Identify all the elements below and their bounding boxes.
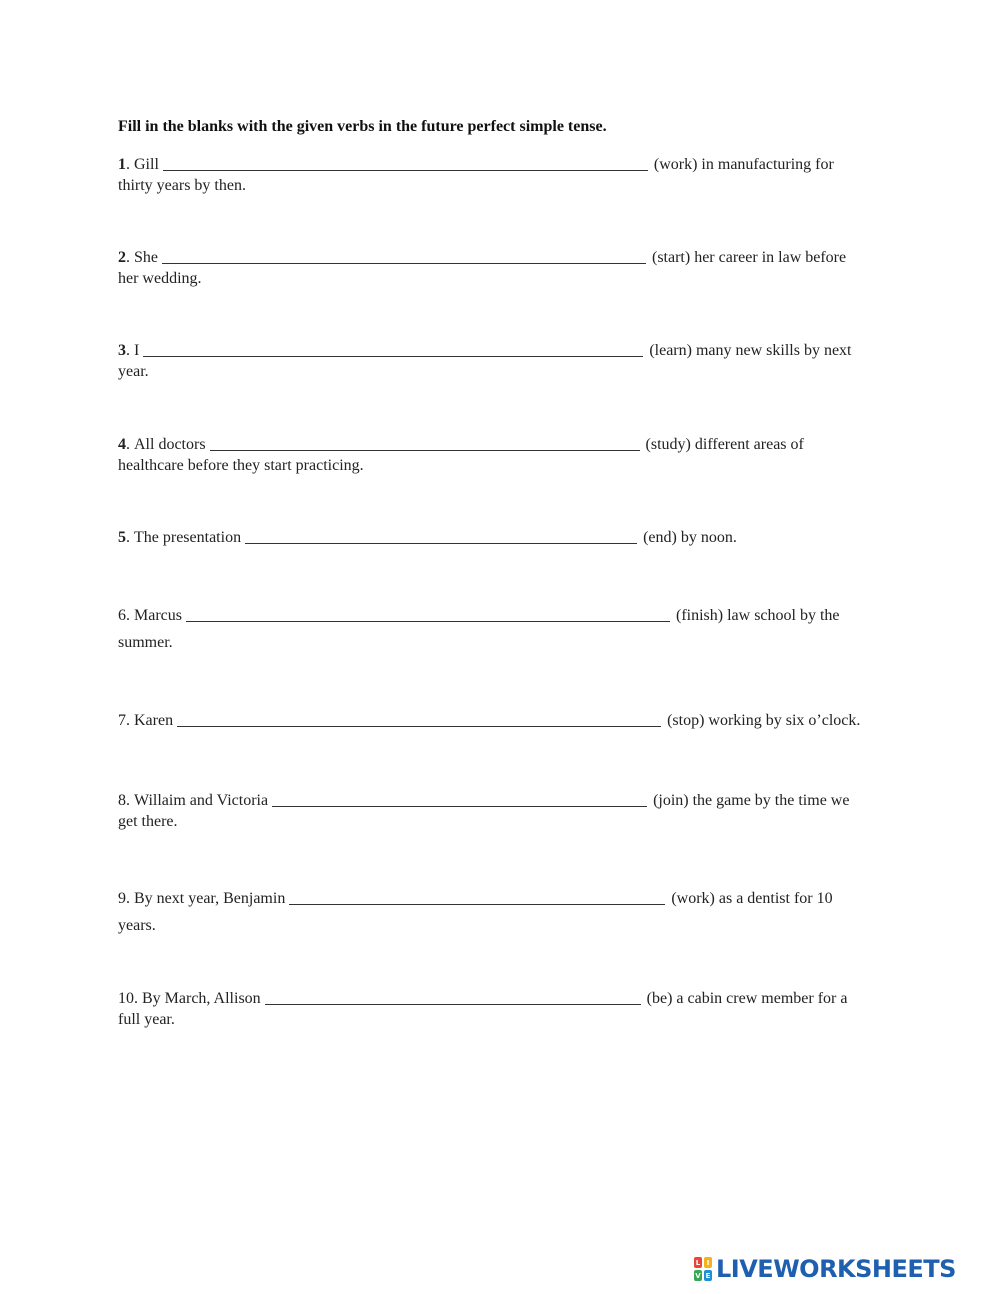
item-verb-hint: (learn) many new skills by next — [649, 342, 852, 359]
item-separator: . — [126, 529, 130, 546]
item-verb-hint: (study) different areas of — [645, 436, 804, 453]
item-verb-hint: (stop) working by six o’clock. — [667, 712, 861, 729]
item-separator: . — [126, 342, 130, 359]
item-continuation: her wedding. — [118, 270, 202, 287]
item-number: 3 — [118, 342, 126, 359]
item-continuation: summer. — [118, 634, 173, 651]
item-number: 9 — [118, 890, 126, 907]
exercise-item-1 — [118, 154, 884, 196]
answer-blank-8[interactable] — [272, 806, 647, 807]
item-subject: By March, Allison — [142, 990, 261, 1007]
answer-blank-6[interactable] — [186, 621, 670, 622]
item-verb-hint: (work) as a dentist for 10 — [671, 890, 833, 907]
item-number: 5 — [118, 529, 126, 546]
exercise-item-4 — [118, 434, 884, 476]
item-number: 10 — [118, 990, 134, 1007]
instruction-heading: Fill in the blanks with the given verbs in the future perfect simple tense. — [118, 118, 607, 135]
logo-mark-letter: I — [704, 1257, 712, 1268]
item-number: 1 — [118, 156, 126, 173]
item-number: 8 — [118, 792, 126, 809]
exercise-item-2 — [118, 247, 884, 289]
answer-blank-1[interactable] — [163, 170, 648, 171]
answer-blank-4[interactable] — [210, 450, 640, 451]
exercise-item-5 — [118, 527, 884, 548]
item-subject: Willaim and Victoria — [134, 792, 269, 809]
item-separator: . — [126, 436, 130, 453]
item-subject: Marcus — [134, 607, 182, 624]
answer-blank-7[interactable] — [177, 726, 661, 727]
item-number: 4 — [118, 436, 126, 453]
item-subject: She — [134, 249, 158, 266]
item-verb-hint: (work) in manufacturing for — [653, 156, 834, 173]
exercise-item-7 — [118, 710, 884, 731]
exercise-item-9 — [118, 888, 884, 936]
item-subject: Karen — [134, 712, 174, 729]
answer-blank-2[interactable] — [162, 263, 646, 264]
item-continuation: thirty years by then. — [118, 177, 246, 194]
answer-blank-9[interactable] — [289, 904, 665, 905]
item-subject: All doctors — [134, 436, 206, 453]
exercise-item-6 — [118, 605, 884, 653]
exercise-item-10 — [118, 988, 884, 1030]
item-continuation: year. — [118, 363, 149, 380]
item-number: 7 — [118, 712, 126, 729]
item-subject: The presentation — [134, 529, 242, 546]
item-subject: By next year, Benjamin — [134, 890, 286, 907]
item-number: 2 — [118, 249, 126, 266]
item-separator: . — [126, 712, 130, 729]
item-subject: Gill — [134, 156, 159, 173]
item-verb-hint: (finish) law school by the — [675, 607, 840, 624]
item-verb-hint: (be) a cabin crew member for a — [646, 990, 848, 1007]
logo-mark-letter: L — [695, 1259, 701, 1267]
item-verb-hint: (join) the game by the time we — [653, 792, 850, 809]
item-separator: . — [126, 249, 130, 266]
answer-blank-3[interactable] — [143, 356, 643, 357]
item-verb-hint: (start) her career in law before — [652, 249, 847, 266]
item-continuation: full year. — [118, 1011, 175, 1028]
exercise-item-8 — [118, 790, 884, 832]
exercise-item-3 — [118, 340, 884, 382]
logo-text: LIVEWORKSHEETS — [716, 1255, 956, 1283]
item-separator: . — [126, 156, 130, 173]
item-continuation: healthcare before they start practicing. — [118, 457, 364, 474]
logo-mark-icon — [693, 1256, 713, 1282]
item-continuation: get there. — [118, 813, 178, 830]
item-separator: . — [134, 990, 138, 1007]
item-separator: . — [126, 890, 130, 907]
answer-blank-5[interactable] — [245, 543, 637, 544]
logo-mark-letter: E — [705, 1272, 711, 1280]
item-separator: . — [126, 607, 130, 624]
item-number: 6 — [118, 607, 126, 624]
logo-mark-letter: V — [695, 1272, 701, 1280]
item-separator: . — [126, 792, 130, 809]
liveworksheets-logo — [693, 1255, 956, 1283]
item-continuation: years. — [118, 917, 156, 934]
item-subject: I — [134, 342, 140, 359]
item-verb-hint: (end) by noon. — [643, 529, 737, 546]
answer-blank-10[interactable] — [265, 1004, 641, 1005]
